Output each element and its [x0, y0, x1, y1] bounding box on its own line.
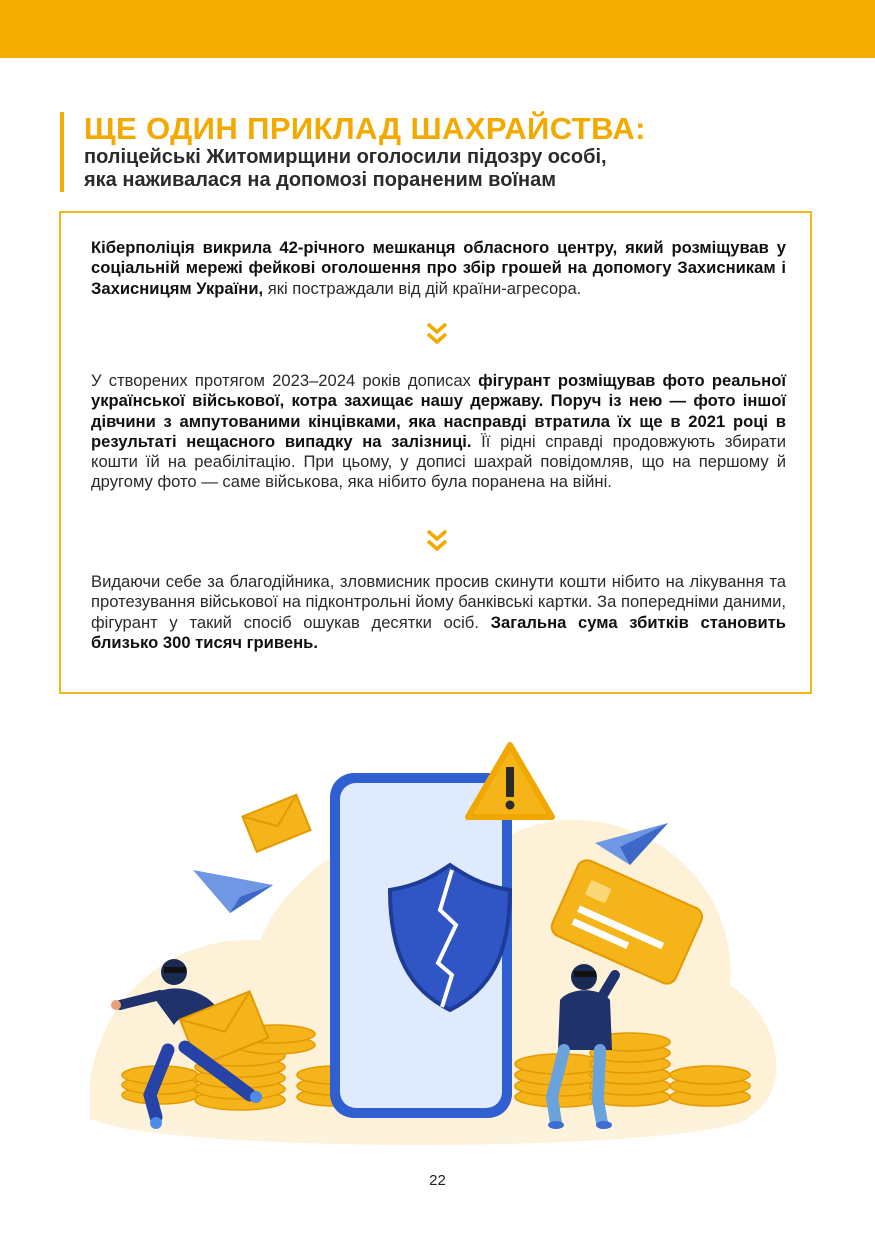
info-box	[59, 211, 812, 694]
top-accent-band	[0, 0, 875, 58]
paragraph-1	[91, 238, 786, 299]
paragraph-3-bold: Загальна сума збитків становить близько 300 тисяч гривень.	[91, 612, 786, 652]
paragraph-2	[91, 371, 786, 493]
paragraph-3-start: Видаючи себе за благодійника, зловмисник просив скинути кошти нібито на лікування та протезування військової на підконтрольні йому банківські картки. За попередніми даними, фігурант у такий спосіб ошукав десятки осіб.	[91, 572, 786, 632]
double-chevron-down-icon	[426, 321, 448, 345]
paragraph-2-start: У створених протягом 2023–2024 років дописах	[91, 371, 479, 390]
double-chevron-down-icon	[426, 528, 448, 552]
title-block	[60, 112, 844, 192]
paragraph-3	[91, 572, 786, 653]
paragraph-1-rest: які постраждали від дій країни-агресора.	[263, 278, 582, 298]
paragraph-2-rest: Її рідні справді продовжують збирати кошти їй на реабілітацію. При цьому, у дописі шахрай повідомляв, що на першому й другому фото — саме військова, яка нібито була поранена на війні.	[91, 431, 786, 492]
envelope-icon	[242, 795, 310, 852]
smartphone	[330, 773, 512, 1118]
paragraph-1-bold: Кіберполіція викрила 42-річного мешканця обласного центру, який розміщував у соціальній мережі фейкові оголошення про збір грошей на допомогу Захисникам і Захисницям України,	[91, 238, 786, 298]
page-title: ЩЕ ОДИН ПРИКЛАД ШАХРАЙСТВА:	[84, 111, 646, 146]
page-number: 22	[429, 1172, 446, 1189]
paper-plane-icon-left	[193, 870, 273, 913]
fraud-illustration	[90, 725, 790, 1155]
subtitle-line-2: яка наживалася на допомозі пораненим воїнам	[84, 169, 557, 191]
subtitle-line-1: поліцейські Житомирщини оголосили підозру особі,	[84, 146, 607, 168]
paragraph-2-bold: фігурант розміщував фото реальної української військової, котра захищає нашу державу. Поруч із нею — фото іншої дівчини з ампутованими кінцівками, яка насправді втратила їх ще в 2021 році в результаті нещасного випадку на залізниці.	[91, 371, 786, 451]
